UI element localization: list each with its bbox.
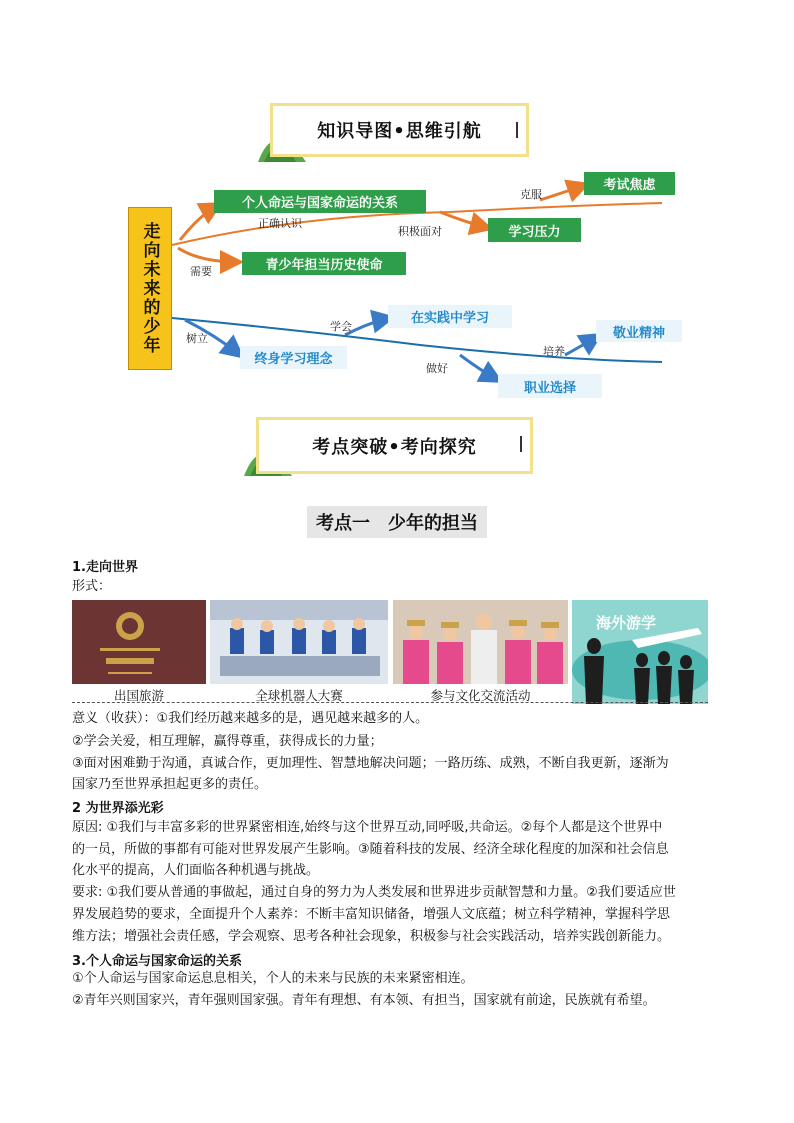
item1-p3a: ③面对困难勤于沟通，真诚合作，更加理性、智慧地解决问题；一路历练、成熟，不断自我更新，逐渐为 [72,756,669,771]
mindmap-banner-title: 知识导图•思维引航 [317,121,482,142]
caption-travel: 出国旅游 [113,688,164,703]
label-establish: 树立 [186,332,208,345]
box-lifelong: 终身学习理念 [240,346,347,369]
box-dedication: 敬业精神 [596,320,682,342]
mindmap-center [128,207,172,370]
label-need: 需要 [190,265,212,278]
box-exam: 考试焦虑 [584,172,675,195]
item3-p1: ①个人命运与国家命运息息相关，个人的未来与民族的未来紧密相连。 [72,971,474,986]
item2-q2: 界发展趋势的要求，全面提升个人素养：不断丰富知识储备，增强人文底蕴；树立科学精神，掌握科学思 [72,907,671,922]
item2-heading: 2 为世界添光彩 [72,801,164,816]
box-relation: 个人命运与国家命运的关系 [214,190,426,213]
banner-mark [520,436,522,452]
box-mission: 青少年担当历史使命 [242,252,406,275]
section-title: 考点一 少年的担当 [307,506,487,538]
form-label: 形式： [72,579,112,594]
exam-banner [256,417,533,474]
photo-divider [72,702,708,703]
photo-culture [393,600,568,684]
item3-p2: ②青年兴则国家兴，青年强则国家强。青年有理想、有本领、有担当，国家就有前途，民族就有希望。 [72,993,656,1008]
item2-r1: 原因: ①我们与丰富多彩的世界紧密相连,始终与这个世界互动,同呼吸,共命运。②每个人都是这个世界中 [72,820,663,835]
robot-contest-icon [210,600,388,684]
label-positive: 积极面对 [398,225,442,238]
box-pressure: 学习压力 [488,218,581,242]
item1-p3b: 国家乃至世界承担起更多的责任。 [72,777,268,792]
label-correct: 正确认识 [258,217,302,230]
caption-culture: 参与文化交流活动 [430,688,531,703]
passport-icon [72,600,206,684]
photo-robot [210,600,388,684]
caption-robot: 全球机器人大赛 [255,688,343,703]
item1-p2: ②学会关爱，相互理解，赢得尊重，获得成长的力量； [72,734,383,749]
item2-q3: 维方法；增强社会责任感，学会观察、思考各种社会现象，积极参与社会实践活动，培养实践创新能力。 [72,929,671,944]
label-do: 做好 [426,362,448,375]
label-overcome: 克服 [520,188,542,201]
label-learn: 学会 [330,320,352,333]
box-career: 职业选择 [498,374,602,398]
item1-p1: 意义（收获）：①我们经历越来越多的是，遇见越来越多的人。 [72,711,429,726]
photo-passport [72,600,206,684]
item1-heading: 1.走向世界 [72,560,138,575]
culture-exchange-icon [393,600,568,684]
label-cultivate: 培养 [543,345,565,358]
item2-r2: 的一员，所做的事都有可能对世界发展产生影响。③随着科技的发展、经济全球化程度的加深和社会信息 [72,842,669,857]
item2-r3: 化水平的提高，人们面临各种机遇与挑战。 [72,863,320,878]
exam-banner-title: 考点突破•考向探究 [312,436,477,458]
photo-study-abroad [572,600,708,704]
item3-heading: 3.个人命运与国家命运的关系 [72,954,242,969]
item2-q1: 要求: ①我们要从普通的事做起，通过自身的努力为人类发展和世界进步贡献智慧和力量。②我们要适应世 [72,885,676,900]
box-practice: 在实践中学习 [388,305,512,328]
mindmap-center-label: 走向未来的少年 [139,222,160,355]
study-abroad-overlay: 海外游学 [596,614,657,632]
